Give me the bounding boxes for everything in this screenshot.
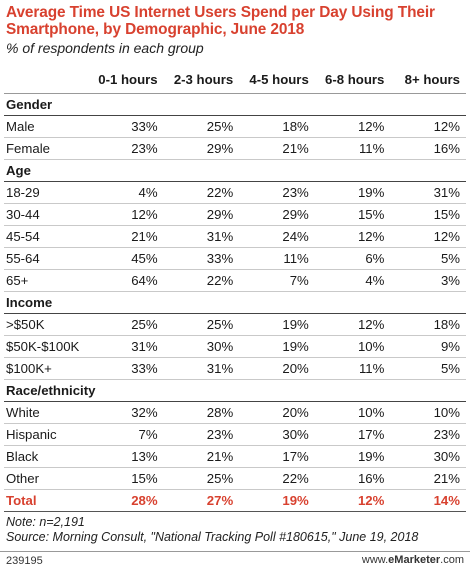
table-row bbox=[4, 468, 466, 490]
table-row bbox=[4, 226, 466, 248]
column-header: 0-1 hours bbox=[88, 66, 164, 94]
table-row bbox=[4, 248, 466, 270]
source-text: Source: Morning Consult, "National Tracking Poll #180615," June 19, 2018 bbox=[6, 530, 419, 544]
section-row bbox=[4, 380, 466, 402]
table-row bbox=[4, 336, 466, 358]
row-label: Other bbox=[4, 468, 88, 490]
table-cell: 12% bbox=[390, 116, 466, 138]
table-cell: 15% bbox=[390, 204, 466, 226]
header-blank bbox=[4, 66, 88, 94]
table-cell: 21% bbox=[88, 226, 164, 248]
row-label: Black bbox=[4, 446, 88, 468]
table-cell: 4% bbox=[88, 182, 164, 204]
table-cell: 19% bbox=[315, 182, 391, 204]
table-cell: 18% bbox=[390, 314, 466, 336]
table-cell: 12% bbox=[88, 204, 164, 226]
row-label: 30-44 bbox=[4, 204, 88, 226]
total-row bbox=[4, 490, 466, 512]
table-row bbox=[4, 204, 466, 226]
table-cell: 15% bbox=[315, 204, 391, 226]
table-row bbox=[4, 402, 466, 424]
table-cell: 4% bbox=[315, 270, 391, 292]
table-cell: 17% bbox=[239, 446, 315, 468]
table-cell: 16% bbox=[315, 468, 391, 490]
table-cell: 10% bbox=[390, 402, 466, 424]
table-row bbox=[4, 446, 466, 468]
table-cell: 7% bbox=[88, 424, 164, 446]
table-cell: 10% bbox=[315, 402, 391, 424]
brand-logo bbox=[362, 554, 464, 566]
table-cell: 21% bbox=[390, 468, 466, 490]
table-cell: 9% bbox=[390, 336, 466, 358]
table-cell: 21% bbox=[164, 446, 240, 468]
column-header: 6-8 hours bbox=[315, 66, 391, 94]
section-header: Gender bbox=[4, 94, 466, 116]
header-row bbox=[4, 66, 466, 94]
table-cell: 19% bbox=[315, 446, 391, 468]
table-cell: 20% bbox=[239, 402, 315, 424]
row-label: $50K-$100K bbox=[4, 336, 88, 358]
table-cell: 13% bbox=[88, 446, 164, 468]
table-cell: 6% bbox=[315, 248, 391, 270]
table-cell: 18% bbox=[239, 116, 315, 138]
table-body bbox=[4, 94, 466, 512]
table-cell: 11% bbox=[239, 248, 315, 270]
table-cell: 25% bbox=[88, 314, 164, 336]
table-cell: 32% bbox=[88, 402, 164, 424]
total-cell: 14% bbox=[390, 490, 466, 512]
section-header: Age bbox=[4, 160, 466, 182]
table-cell: 17% bbox=[315, 424, 391, 446]
table-cell: 25% bbox=[164, 314, 240, 336]
table-cell: 23% bbox=[164, 424, 240, 446]
table-cell: 15% bbox=[88, 468, 164, 490]
brand-suffix: .com bbox=[440, 554, 464, 566]
table-cell: 7% bbox=[239, 270, 315, 292]
table-cell: 12% bbox=[315, 116, 391, 138]
table-cell: 22% bbox=[164, 270, 240, 292]
section-header: Race/ethnicity bbox=[4, 380, 466, 402]
row-label: 45-54 bbox=[4, 226, 88, 248]
chart-id: 239195 bbox=[6, 555, 43, 567]
table-cell: 11% bbox=[315, 358, 391, 380]
table-cell: 33% bbox=[88, 358, 164, 380]
row-label: 65+ bbox=[4, 270, 88, 292]
chart-title: Average Time US Internet Users Spend per Day Using Their Smartphone, by Demographic, June 2018 bbox=[6, 4, 435, 38]
row-label: 55-64 bbox=[4, 248, 88, 270]
table-row bbox=[4, 270, 466, 292]
table-cell: 31% bbox=[390, 182, 466, 204]
table-cell: 30% bbox=[164, 336, 240, 358]
section-row bbox=[4, 94, 466, 116]
table-cell: 5% bbox=[390, 358, 466, 380]
section-row bbox=[4, 292, 466, 314]
table-cell: 23% bbox=[88, 138, 164, 160]
row-label: 18-29 bbox=[4, 182, 88, 204]
table-cell: 31% bbox=[164, 358, 240, 380]
chart-subtitle: % of respondents in each group bbox=[6, 40, 204, 56]
column-header: 2-3 hours bbox=[164, 66, 240, 94]
section-row bbox=[4, 160, 466, 182]
total-cell: 12% bbox=[315, 490, 391, 512]
table-cell: 23% bbox=[239, 182, 315, 204]
table-cell: 23% bbox=[390, 424, 466, 446]
table-cell: 16% bbox=[390, 138, 466, 160]
table-cell: 22% bbox=[239, 468, 315, 490]
total-cell: 19% bbox=[239, 490, 315, 512]
row-label: White bbox=[4, 402, 88, 424]
row-label: $100K+ bbox=[4, 358, 88, 380]
table-cell: 12% bbox=[315, 226, 391, 248]
table-cell: 12% bbox=[315, 314, 391, 336]
table-cell: 30% bbox=[390, 446, 466, 468]
table-cell: 10% bbox=[315, 336, 391, 358]
table-cell: 24% bbox=[239, 226, 315, 248]
brand-prefix: www. bbox=[361, 554, 389, 566]
note-text: Note: n=2,191 bbox=[6, 515, 85, 529]
total-label: Total bbox=[4, 490, 88, 512]
table-cell: 5% bbox=[390, 248, 466, 270]
table-row bbox=[4, 424, 466, 446]
table-cell: 33% bbox=[164, 248, 240, 270]
row-label: Female bbox=[4, 138, 88, 160]
table-row bbox=[4, 314, 466, 336]
row-label: Male bbox=[4, 116, 88, 138]
table-cell: 12% bbox=[390, 226, 466, 248]
table-cell: 20% bbox=[239, 358, 315, 380]
row-label: Hispanic bbox=[4, 424, 88, 446]
column-header: 4-5 hours bbox=[239, 66, 315, 94]
table-cell: 45% bbox=[88, 248, 164, 270]
total-cell: 27% bbox=[164, 490, 240, 512]
table-cell: 19% bbox=[239, 314, 315, 336]
table-cell: 64% bbox=[88, 270, 164, 292]
table-cell: 3% bbox=[390, 270, 466, 292]
table-cell: 25% bbox=[164, 116, 240, 138]
table-cell: 33% bbox=[88, 116, 164, 138]
column-header: 8+ hours bbox=[390, 66, 466, 94]
table-cell: 21% bbox=[239, 138, 315, 160]
brand-name: eMarketer bbox=[388, 554, 441, 566]
table-cell: 31% bbox=[88, 336, 164, 358]
total-cell: 28% bbox=[88, 490, 164, 512]
table-row bbox=[4, 358, 466, 380]
table-row bbox=[4, 138, 466, 160]
table-row bbox=[4, 182, 466, 204]
notes bbox=[6, 515, 418, 545]
table-row bbox=[4, 116, 466, 138]
table-cell: 29% bbox=[239, 204, 315, 226]
section-header: Income bbox=[4, 292, 466, 314]
table-cell: 28% bbox=[164, 402, 240, 424]
table-cell: 22% bbox=[164, 182, 240, 204]
table-cell: 19% bbox=[239, 336, 315, 358]
table-cell: 29% bbox=[164, 138, 240, 160]
table-cell: 25% bbox=[164, 468, 240, 490]
data-table bbox=[4, 66, 466, 512]
row-label: >$50K bbox=[4, 314, 88, 336]
table-cell: 29% bbox=[164, 204, 240, 226]
table-cell: 30% bbox=[239, 424, 315, 446]
table-cell: 11% bbox=[315, 138, 391, 160]
footer bbox=[0, 551, 470, 571]
table-cell: 31% bbox=[164, 226, 240, 248]
